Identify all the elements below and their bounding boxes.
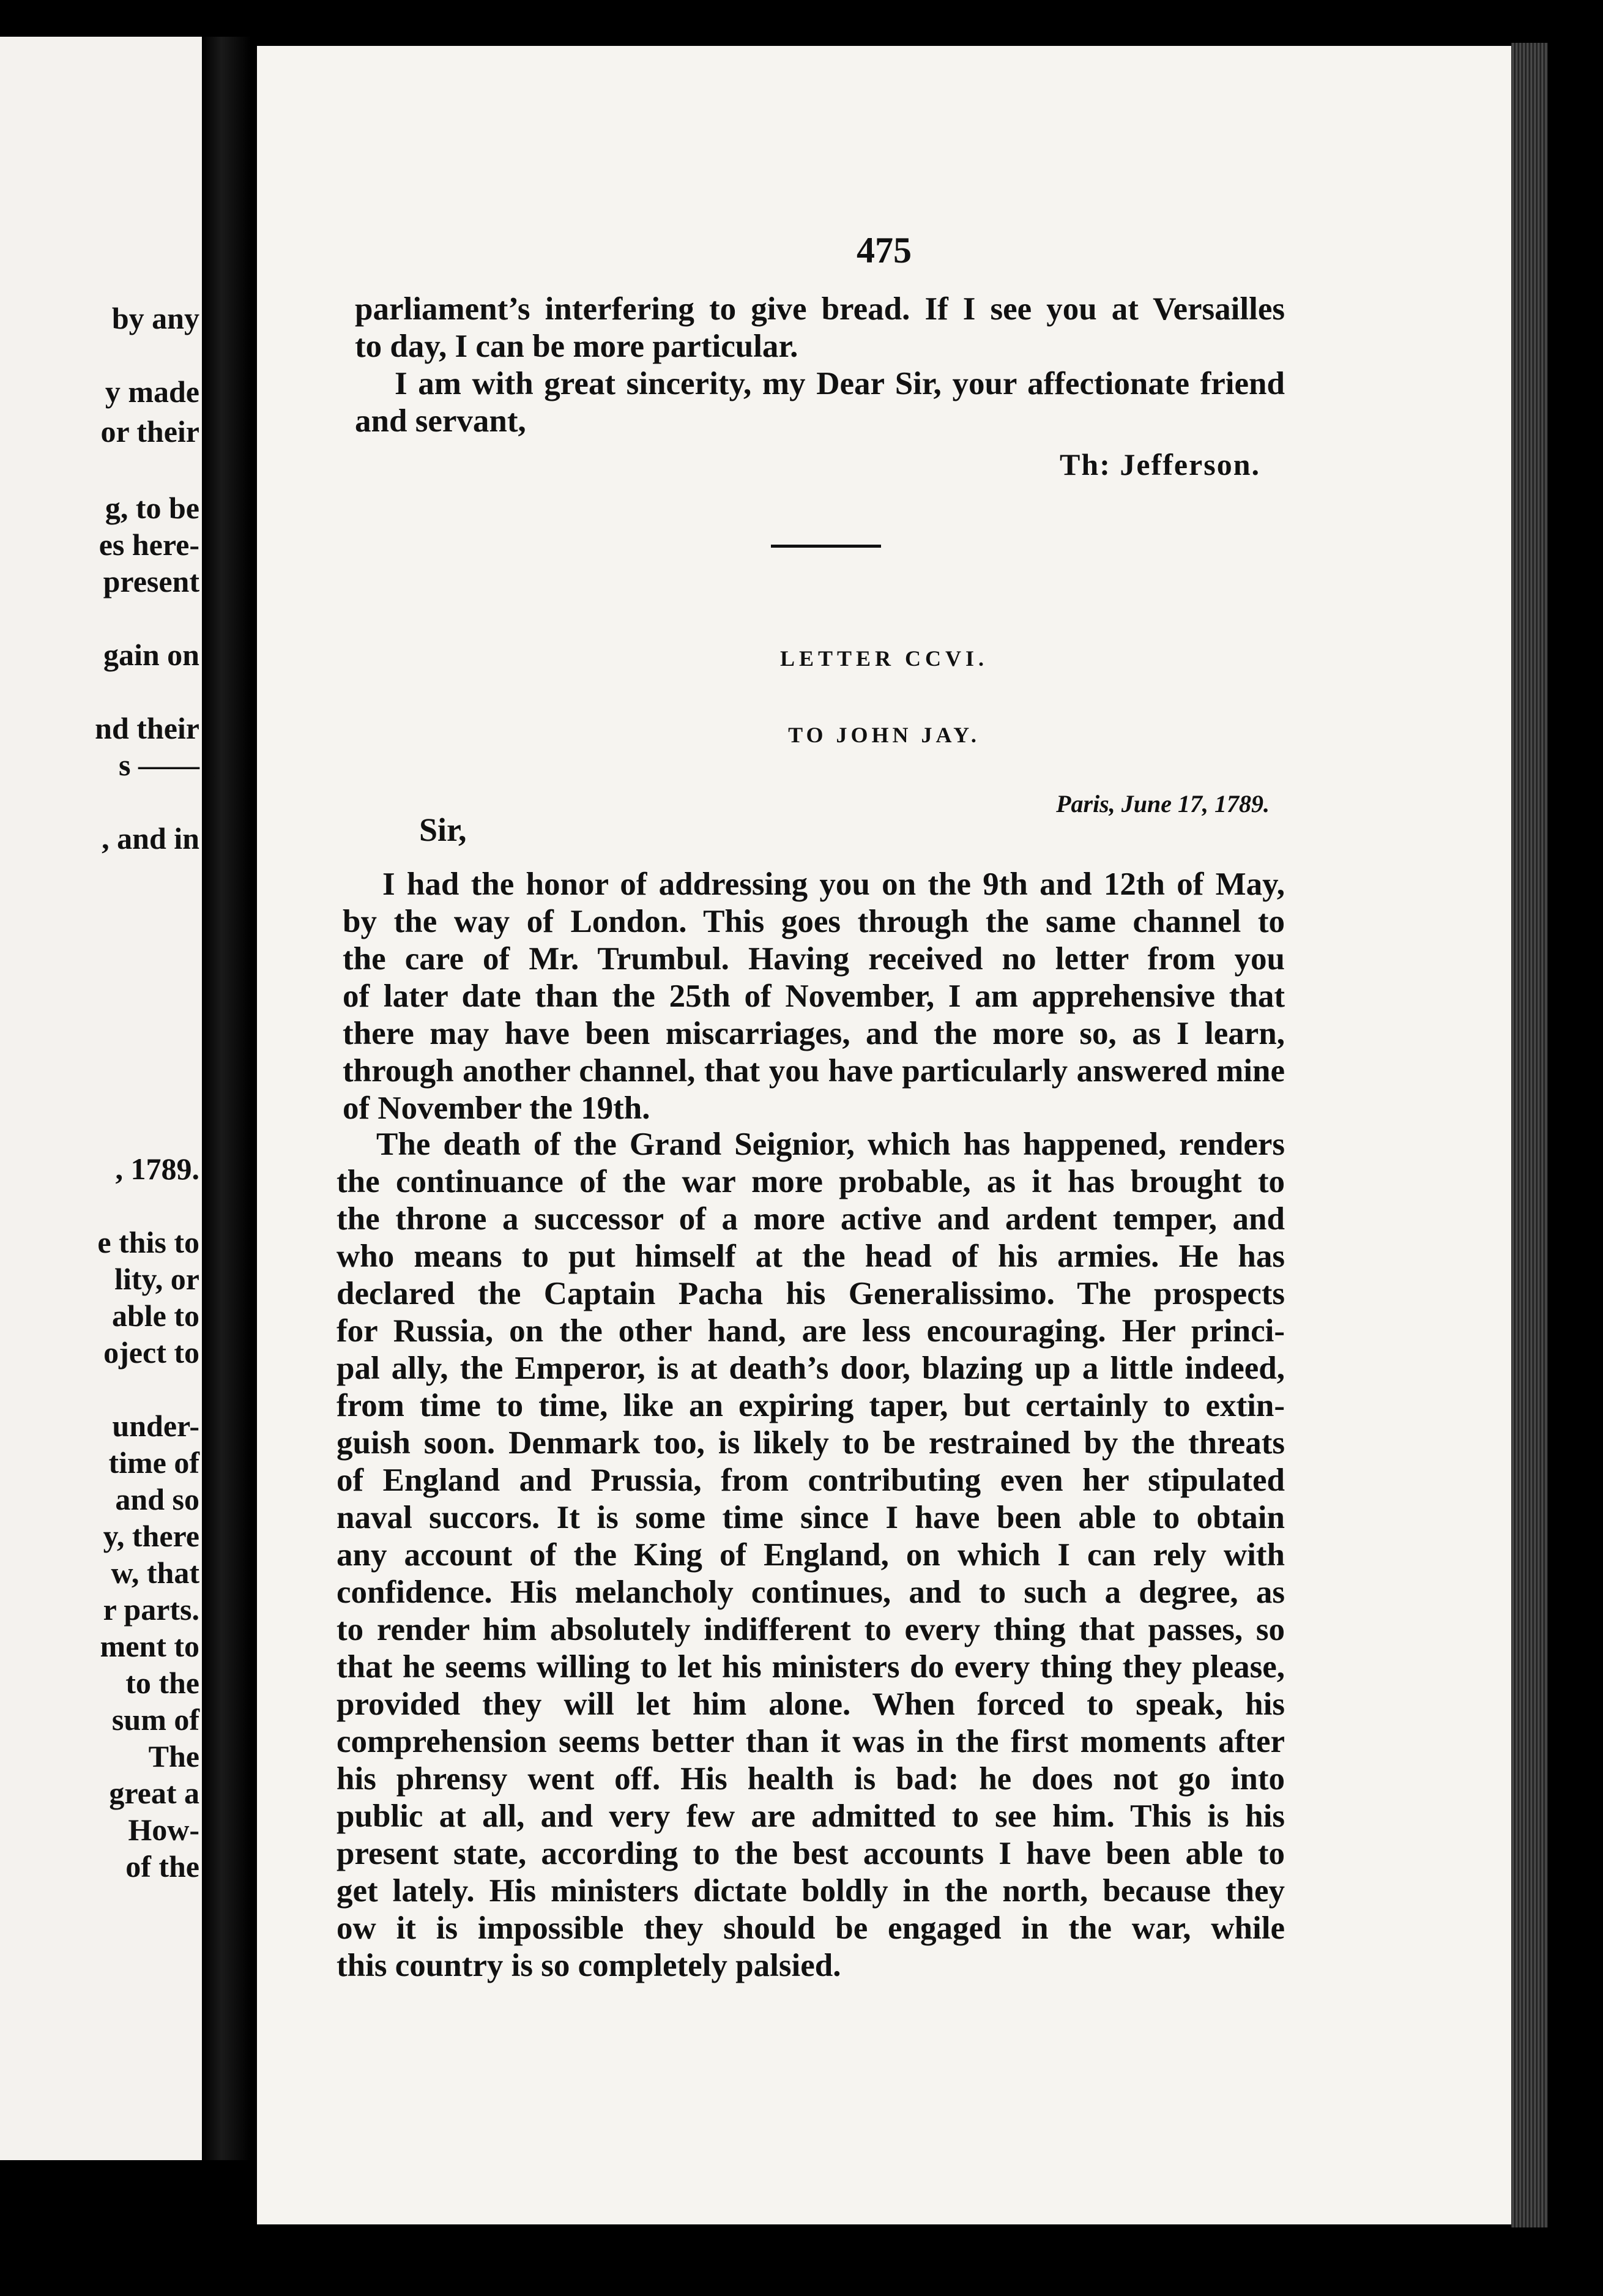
section-divider: [771, 545, 881, 548]
facing-page-text-fragment: r parts.: [103, 1592, 199, 1627]
facing-page-text-fragment: y, there: [103, 1519, 199, 1553]
text-line: of later date than the 25th of November, I am apprehensive that: [343, 978, 1285, 1014]
facing-page-text-fragment: time of: [108, 1445, 199, 1480]
text-line: who means to put himself at the head of his armies. He has: [337, 1239, 1285, 1274]
paragraph-2: [337, 1126, 1285, 1985]
text-line: the continuance of the war more probable, as it has brought to: [337, 1164, 1285, 1199]
text-line: any account of the King of England, on which I can rely with: [337, 1537, 1285, 1573]
facing-page-text-fragment: lity, or: [114, 1262, 199, 1296]
text-line: to render him absolutely indifferent to every thing that passes, so: [337, 1612, 1285, 1647]
text-line: from time to time, like an expiring taper, but certainly to extin-: [337, 1388, 1285, 1423]
text-line: The death of the Grand Seignior, which has happened, renders: [376, 1127, 1285, 1162]
text-line: confidence. His melancholy continues, and to such a degree, as: [337, 1575, 1285, 1610]
facing-page-text-fragment: es here-: [99, 527, 199, 562]
facing-page-text-fragment: nd their: [95, 711, 199, 745]
text-line: ow it is impossible they should be engaged in the war, while: [337, 1910, 1285, 1946]
facing-page-text-fragment: great a: [109, 1776, 199, 1810]
facing-page-text-fragment: , 1789.: [115, 1152, 199, 1186]
text-line: provided they will let him alone. When forced to speak, his: [337, 1687, 1285, 1722]
facing-page-text-fragment: present: [103, 564, 199, 598]
text-line: naval succors. It is some time since I have been able to obtain: [337, 1500, 1285, 1535]
text-line: parliament’s interfering to give bread. If I see you at Versailles: [355, 291, 1285, 327]
text-line: get lately. His ministers dictate boldly in the north, because they: [337, 1873, 1285, 1909]
text-line: the throne a successor of a more active and ardent temper, and: [337, 1201, 1285, 1237]
book-page-475: [257, 46, 1511, 2224]
page-stack-edge: [1511, 43, 1548, 2227]
facing-page-text-fragment: , and in: [102, 821, 199, 855]
text-line: I had the honor of addressing you on the 9th and 12th of May,: [382, 867, 1285, 902]
text-line: for Russia, on the other hand, are less encouraging. Her princi-: [337, 1313, 1285, 1349]
signature: Th: Jefferson.: [1060, 447, 1260, 482]
facing-page-text-fragment: s ——: [119, 748, 199, 782]
facing-page-text-fragment: sum of: [111, 1702, 199, 1737]
text-line: through another channel, that you have particularly answered mine: [343, 1053, 1285, 1089]
facing-page-text-fragment: y made: [105, 375, 199, 409]
text-line: public at all, and very few are admitted to see him. This is his: [337, 1798, 1285, 1834]
text-line: of November the 19th.: [343, 1090, 650, 1126]
text-line: present state, according to the best accounts I have been able to: [337, 1836, 1285, 1871]
text-line: the care of Mr. Trumbul. Having received no letter from you: [343, 941, 1285, 977]
facing-page-text-fragment: and so: [115, 1482, 199, 1516]
letter-dateline: Paris, June 17, 1789.: [1056, 790, 1270, 818]
letter-addressee: TO JOHN JAY.: [788, 723, 980, 747]
facing-page-text-fragment: by any: [111, 301, 199, 335]
facing-page-text-fragment: of the: [125, 1849, 199, 1884]
text-line: that he seems willing to let his ministers do every thing they please,: [337, 1649, 1285, 1685]
letter-salutation: Sir,: [419, 811, 467, 848]
text-line: to day, I can be more particular.: [355, 329, 798, 364]
facing-page-text-fragment: or their: [100, 414, 199, 449]
facing-page-text-fragment: to the: [125, 1666, 199, 1700]
facing-page-text-fragment: w, that: [111, 1556, 199, 1590]
text-line: there may have been miscarriages, and the more so, as I learn,: [343, 1016, 1285, 1051]
page-number: 475: [857, 230, 912, 270]
text-line: pal ally, the Emperor, is at death’s door, blazing up a little indeed,: [337, 1351, 1285, 1386]
paragraph-1: [343, 866, 1285, 1127]
facing-page-text-fragment: g, to be: [105, 491, 199, 525]
facing-page-text-fragment: under-: [112, 1409, 199, 1443]
text-line: by the way of London. This goes through the same channel to: [343, 904, 1285, 939]
text-line: his phrensy went off. His health is bad: he does not go into: [337, 1761, 1285, 1797]
facing-page-text-fragment: oject to: [103, 1335, 199, 1370]
facing-page-text-fragment: The: [148, 1739, 199, 1773]
facing-page-text-fragment: gain on: [103, 638, 199, 672]
facing-page-text-fragment: able to: [111, 1299, 199, 1333]
text-line: guish soon. Denmark too, is likely to be restrained by the threats: [337, 1425, 1285, 1461]
text-line: I am with great sincerity, my Dear Sir, your affectionate friend: [395, 366, 1285, 401]
text-line: comprehension seems better than it was in the first moments after: [337, 1724, 1285, 1759]
facing-page-text-fragment: How-: [128, 1813, 199, 1847]
text-line: of England and Prussia, from contributing even her stipulated: [337, 1463, 1285, 1498]
text-line: this country is so completely palsied.: [337, 1948, 841, 1983]
text-line: and servant,: [355, 403, 526, 439]
facing-page-text-fragment: ment to: [100, 1629, 199, 1663]
text-line: declared the Captain Pacha his Generalissimo. The prospects: [337, 1276, 1285, 1311]
letter-heading: LETTER CCVI.: [779, 646, 989, 671]
book-gutter: [202, 37, 251, 2160]
facing-page-text-fragment: e this to: [97, 1225, 199, 1259]
facing-page-left: [0, 37, 202, 2160]
closing-text: [355, 291, 1285, 440]
